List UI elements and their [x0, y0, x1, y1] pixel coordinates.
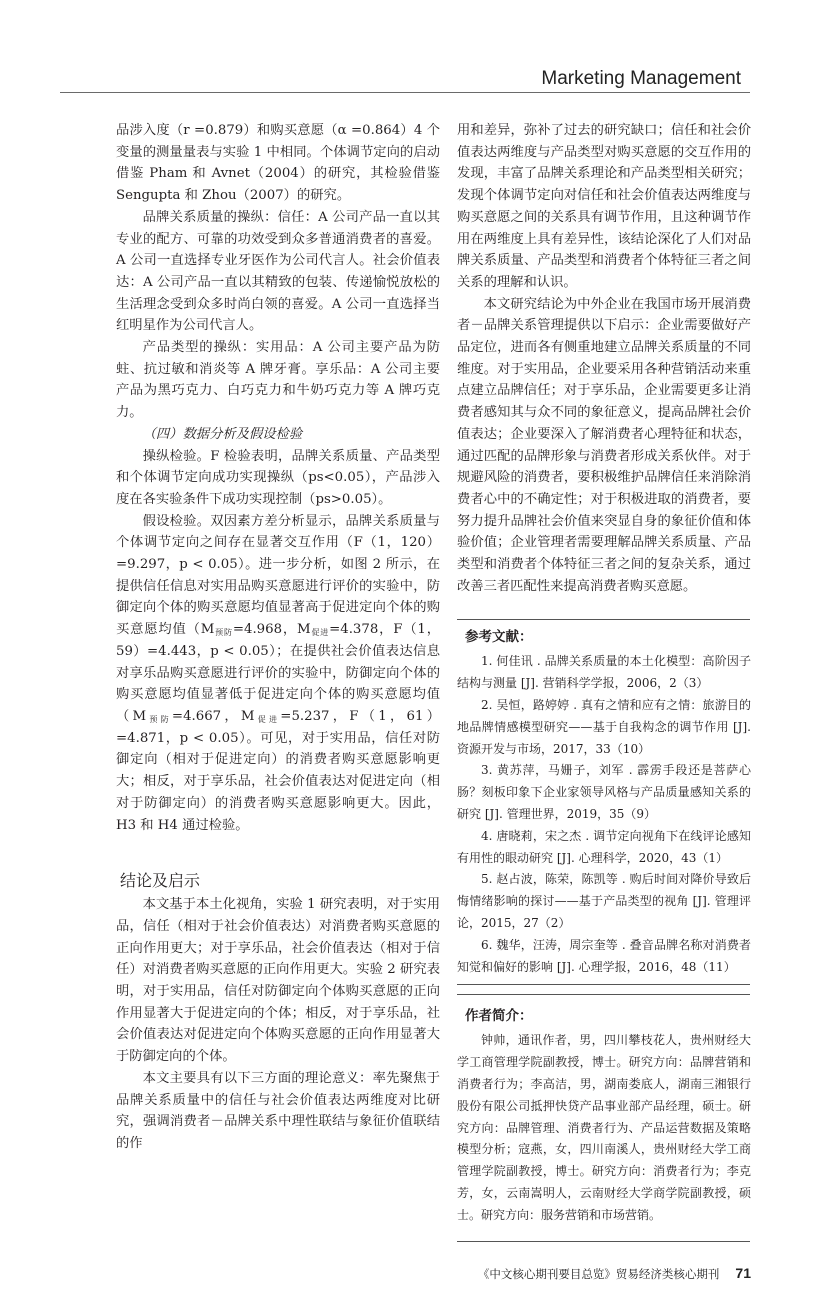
left-column [116, 120, 440, 1155]
text: =4.667，M [171, 708, 255, 724]
text: =5.237，F（1，61）=4.871，p < 0.05）。可见，对于实用品，信任对防御定向（相对于促进定向）的消费者购买意愿影响更大；相反，对于享乐品，社会价值表达对促进定向（相对于防御定向）的消费者购买意愿影响更大。因此，H3 和 H4 通过检验。 [116, 708, 441, 833]
references-title: 参考文献： [465, 629, 533, 645]
footer-publication: 《中文核心期刊要目总览》贸易经济类核心期刊 [477, 1268, 720, 1281]
columns [116, 120, 751, 1242]
paragraph: 本文基于本土化视角，实验 1 研究表明，对于实用品，信任（相对于社会价值表达）对消费者购买意愿的正向作用更大；对于享乐品，社会价值表达（相对于信任）对消费者购买意愿的正向作用更大。实验 2 研究表明，对于实用品，信任对防御定向个体购买意愿的正向作用显著大于促进定向的个体；相反，对于享乐品，社会价值表达对促进定向个体购买意愿的正向作用显著大于防御定向的个体。 [116, 897, 440, 1065]
author-bio-box [457, 995, 751, 1240]
reference-item: 4. 唐晓莉，宋之杰 . 调节定向视角下在线评论感知有用性的眼动研究 [J]. 心理科学，2020，43（1） [457, 828, 751, 865]
subscript: 预防 [214, 628, 233, 638]
page-footer [116, 1264, 751, 1304]
subsection-heading: （四）数据分析及假设检验 [142, 426, 303, 442]
text: 假设检验。双因素方差分析显示，品牌关系质量与个体调节定向之间存在显著交互作用（F（1，120）=9.297，p < 0.05）。进一步分析，如图 2 所示，在提供信任信息对实用品购买意愿进行评价的实验中，防御定向个体的购买意愿均值显著高于促进定向个体的购买意愿均值（M [116, 513, 440, 638]
paragraph: 产品类型的操纵：实用品：A 公司主要产品为防蛀、抗过敏和消炎等 A 牌牙膏。享乐品：A 公司主要产品为黑巧克力、白巧克力和牛奶巧克力等 A 牌巧克力。 [116, 340, 440, 421]
references-box [457, 620, 751, 984]
reference-item: 6. 魏华，汪涛，周宗奎等 . 叠音品牌名称对消费者知觉和偏好的影响 [J]. 心理学报，2016，48（11） [457, 937, 751, 974]
paragraph: 品牌关系质量的操纵：信任：A 公司产品一直以其专业的配方、可靠的功效受到众多普通消费者的喜爱。A 公司一直选择专业牙医作为公司代言人。社会价值表达：A 公司产品一直以其精致的包装、传递愉悦放松的生活理念受到众多时尚白领的喜爱。A 公司一直选择当红明星作为公司代言人。 [116, 209, 440, 334]
subscript: 促进 [254, 714, 281, 724]
subscript: 促进 [310, 628, 330, 638]
right-column [457, 120, 751, 1242]
reference-item: 1. 何佳讯 . 品牌关系质量的本土化模型：高阶因子结构与测量 [J]. 营销科学学报，2006，2（3） [457, 654, 751, 691]
bio-bottom-rule [457, 1241, 750, 1242]
text: =4.378，F（1，59）=4.443，p < 0.05）；在提供社会价值表达信息对享乐品购买意愿进行评价的实验中，防御定向个体的购买意愿均值显著低于促进定向个体的购买意愿均值（M [116, 622, 441, 724]
paragraph: 品涉入度（r =0.879）和购买意愿（α =0.864）4 个变量的测量量表与实验 1 中相同。个体调节定向的启动借鉴 Pham 和 Avnet（2004）的研究，其检验借鉴 Sengupta 和 Zhou（2007）的研究。 [116, 123, 440, 204]
section-heading: 结论及启示 [120, 873, 201, 891]
paragraph [116, 511, 440, 837]
paragraph: 操纵检验。F 检验表明，品牌关系质量、产品类型和个体调节定向成功实现操纵（ps<0.05），产品涉入度在各实验条件下成功实现控制（ps>0.05）。 [116, 448, 440, 507]
text: =4.968，M [232, 622, 311, 638]
reference-item: 3. 黄苏萍，马姗子，刘军 . 霹雳手段还是菩萨心肠？刻板印象下企业家领导风格与产品质量感知关系的研究 [J]. 管理世界，2019，35（9） [457, 763, 751, 822]
reference-item: 5. 赵占波，陈荣，陈凯等 . 购后时间对降价导致后悔情绪影响的探讨——基于产品类型的视角 [J]. 管理评论，2015，27（2） [457, 872, 751, 931]
paragraph: 本文研究结论为中外企业在我国市场开展消费者－品牌关系管理提供以下启示：企业需要做好产品定位，进而各有侧重地建立品牌关系质量的不同维度。对于实用品，企业要采用各种营销活动来重点建立品牌信任；对于享乐品，企业需要更多让消费者感知其与众不同的象征意义，提高品牌社会价值表达；企业要深入了解消费者心理特征和状态，通过匹配的品牌形象与消费者形成关系伙伴。对于规避风险的消费者，要积极维护品牌信任来消除消费者心中的不确定性；对于积极进取的消费者，要努力提升品牌社会价值来突显自身的象征价值和体验价值；企业管理者需要理解品牌关系质量、产品类型和消费者个体特征三者之间的复杂关系，通过改善三者匹配性来提高消费者购买意愿。 [457, 296, 751, 594]
reference-item: 2. 吴恒，路婷婷 . 真有之情和应有之情：旅游目的地品牌情感模型研究——基于自我构念的调节作用 [J]. 资源开发与市场，2017，33（10） [457, 698, 751, 756]
paragraph: 用和差异，弥补了过去的研究缺口；信任和社会价值表达两维度与产品类型对购买意愿的交互作用的发现，丰富了品牌关系理论和产品类型相关研究；发现个体调节定向对信任和社会价值表达两维度与购买意愿之间的关系具有调节作用，且这种调节作用在两维度上具有差异性，该结论深化了人们对品牌关系质量、产品类型和消费者个体特征三者之间关系的理解和认识。 [457, 123, 751, 290]
subscript: 预防 [146, 714, 172, 724]
author-bio-title: 作者简介： [465, 1008, 533, 1024]
author-bio-text: 钟帅，通讯作者，男，四川攀枝花人，贵州财经大学工商管理学院副教授，博士。研究方向：品牌营销和消费者行为；李高洁，男，湖南娄底人，湖南三湘银行股份有限公司抵押快贷产品事业部产品经理，硕士。研究方向：品牌管理、消费者行为、产品运营数据及策略模型分析；寇燕，女，四川南溪人，贵州财经大学工商管理学院副教授，博士。研究方向：消费者行为；李克芳，女，云南嵩明人，云南财经大学商学院副教授，硕士。研究方向：服务营销和市场营销。 [457, 1033, 751, 1222]
paragraph: 本文主要具有以下三方面的理论意义：率先聚焦于品牌关系质量中的信任与社会价值表达两维度对比研究，强调消费者－品牌关系中理性联结与象征价值联结的作 [116, 1070, 440, 1151]
references-bottom-rule [457, 984, 750, 985]
page-number: 71 [735, 1264, 751, 1281]
running-header: Marketing Management [541, 68, 741, 89]
header-rule [60, 92, 750, 93]
